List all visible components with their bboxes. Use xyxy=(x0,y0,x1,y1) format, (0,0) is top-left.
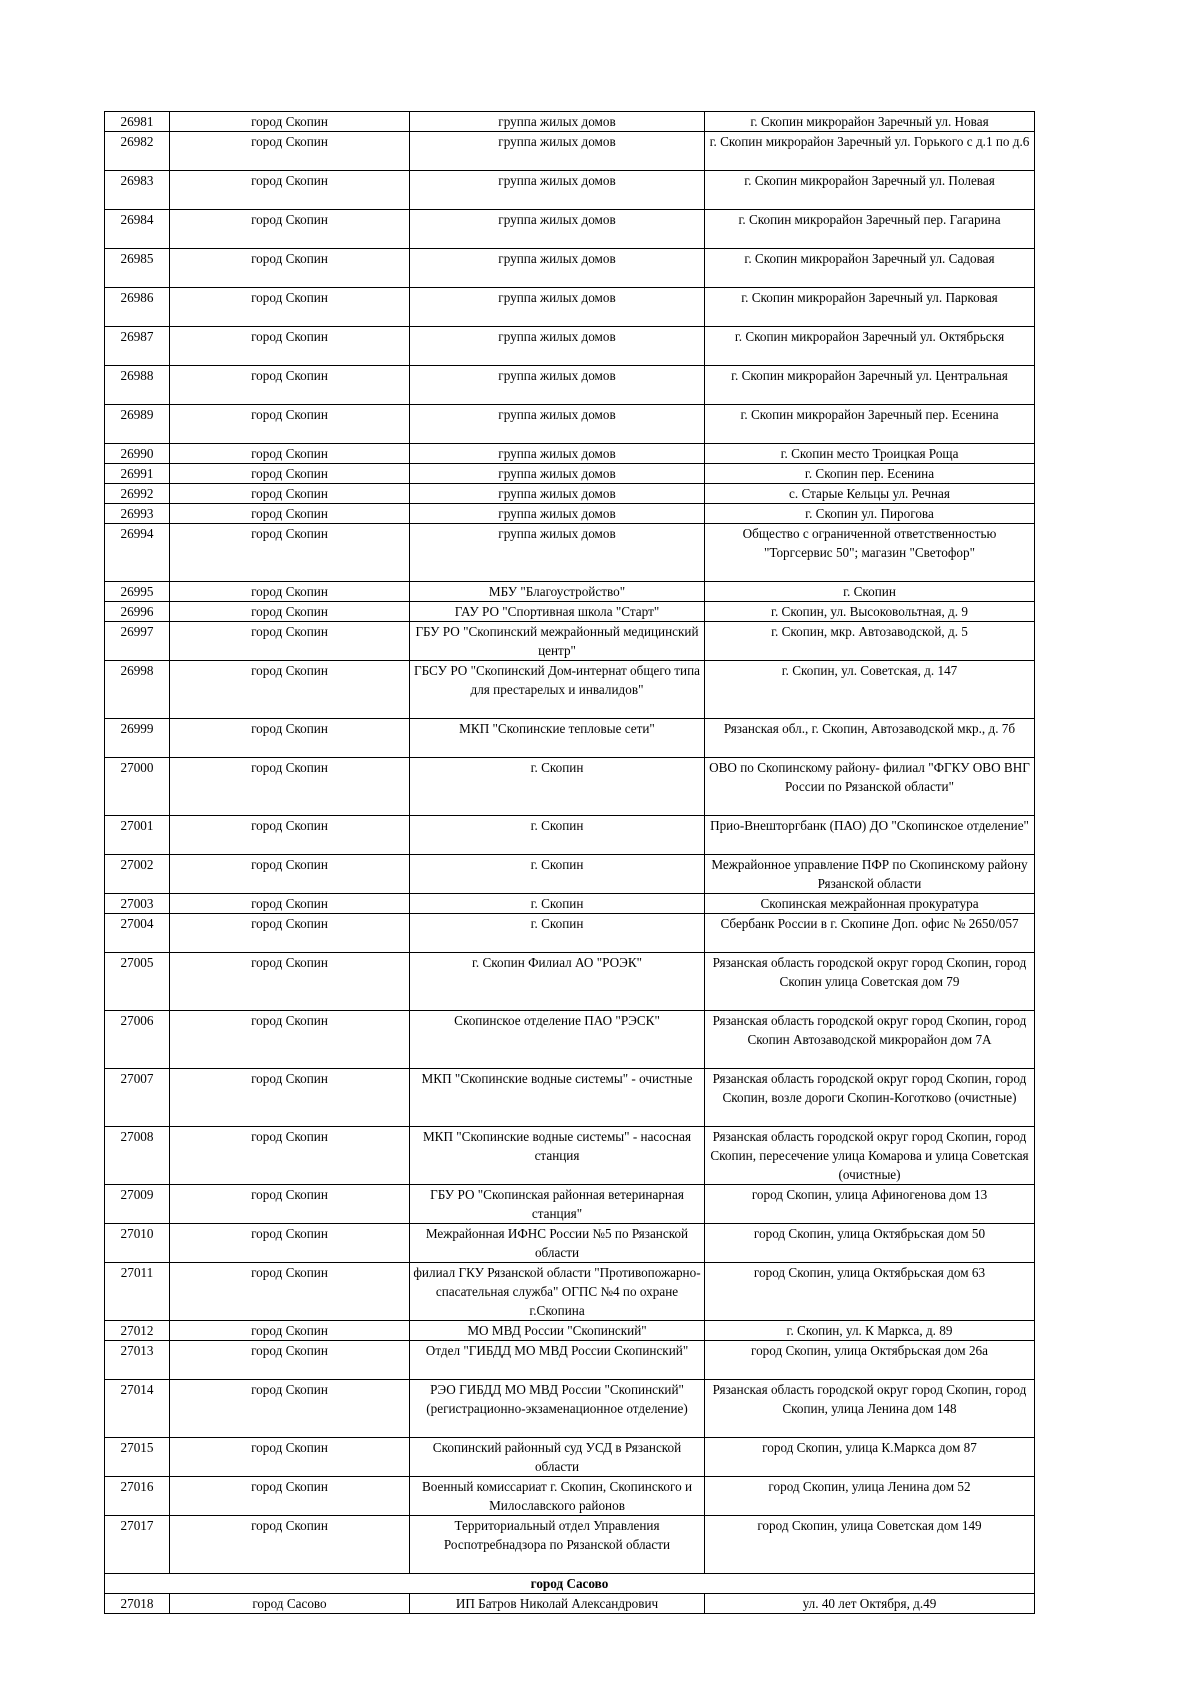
row-organization: ГБСУ РО "Скопинский Дом-интернат общего типа для престарелых и инвалидов" xyxy=(410,661,705,719)
row-city: город Скопин xyxy=(170,1477,410,1516)
row-number: 26984 xyxy=(105,210,170,249)
row-organization: группа жилых домов xyxy=(410,504,705,524)
row-address: г. Скопин микрорайон Заречный пер. Гагарина xyxy=(705,210,1035,249)
row-number: 27000 xyxy=(105,758,170,816)
row-organization: группа жилых домов xyxy=(410,132,705,171)
table-row xyxy=(105,504,1035,524)
section-title: город Сасово xyxy=(105,1574,1035,1594)
row-city: город Скопин xyxy=(170,112,410,132)
row-number: 27001 xyxy=(105,816,170,855)
row-address: Рязанская область городской округ город Скопин, город Скопин улица Советская дом 79 xyxy=(705,953,1035,1011)
table-row xyxy=(105,210,1035,249)
row-organization: ИП Батров Николай Александрович xyxy=(410,1594,705,1614)
table-row xyxy=(105,484,1035,504)
table-row xyxy=(105,1380,1035,1438)
row-city: город Скопин xyxy=(170,953,410,1011)
table-row xyxy=(105,1477,1035,1516)
row-organization: группа жилых домов xyxy=(410,484,705,504)
row-address: г. Скопин микрорайон Заречный ул. Полевая xyxy=(705,171,1035,210)
table-row xyxy=(105,112,1035,132)
row-city: город Скопин xyxy=(170,1011,410,1069)
row-organization: группа жилых домов xyxy=(410,327,705,366)
row-address: город Скопин, улица Октябрьская дом 50 xyxy=(705,1224,1035,1263)
row-number: 27012 xyxy=(105,1321,170,1341)
table-row xyxy=(105,816,1035,855)
row-organization: группа жилых домов xyxy=(410,366,705,405)
row-address: город Скопин, улица Октябрьская дом 26а xyxy=(705,1341,1035,1380)
row-address: ОВО по Скопинскому району- филиал "ФГКУ ОВО ВНГ России по Рязанской области" xyxy=(705,758,1035,816)
row-address: г. Скопин место Троицкая Роща xyxy=(705,444,1035,464)
row-organization: ГБУ РО "Скопинский межрайонный медицинский центр" xyxy=(410,622,705,661)
row-number: 27013 xyxy=(105,1341,170,1380)
row-number: 26992 xyxy=(105,484,170,504)
row-number: 26988 xyxy=(105,366,170,405)
row-number: 26996 xyxy=(105,602,170,622)
row-address: г. Скопин микрорайон Заречный ул. Центральная xyxy=(705,366,1035,405)
row-organization: группа жилых домов xyxy=(410,210,705,249)
row-city: город Скопин xyxy=(170,1069,410,1127)
row-number: 27010 xyxy=(105,1224,170,1263)
table-row xyxy=(105,1127,1035,1185)
row-number: 26987 xyxy=(105,327,170,366)
table-row xyxy=(105,288,1035,327)
row-city: город Скопин xyxy=(170,1516,410,1574)
row-number: 27014 xyxy=(105,1380,170,1438)
row-organization: ГАУ РО "Спортивная школа "Старт" xyxy=(410,602,705,622)
row-number: 27007 xyxy=(105,1069,170,1127)
row-organization: МО МВД России "Скопинский" xyxy=(410,1321,705,1341)
table-row xyxy=(105,719,1035,758)
row-city: город Скопин xyxy=(170,894,410,914)
table-row xyxy=(105,1069,1035,1127)
table-row xyxy=(105,661,1035,719)
row-address: Рязанская область городской округ город Скопин, город Скопин, пересечение улица Комарова и улица Советская (очистные) xyxy=(705,1127,1035,1185)
row-number: 27004 xyxy=(105,914,170,953)
row-city: город Скопин xyxy=(170,1321,410,1341)
row-city: город Скопин xyxy=(170,758,410,816)
row-address: ул. 40 лет Октября, д.49 xyxy=(705,1594,1035,1614)
row-number: 26994 xyxy=(105,524,170,582)
row-organization: Территориальный отдел Управления Роспотребнадзора по Рязанской области xyxy=(410,1516,705,1574)
row-organization: группа жилых домов xyxy=(410,249,705,288)
row-number: 26983 xyxy=(105,171,170,210)
table-row xyxy=(105,444,1035,464)
row-address: город Скопин, улица К.Маркса дом 87 xyxy=(705,1438,1035,1477)
row-number: 27009 xyxy=(105,1185,170,1224)
row-number: 26981 xyxy=(105,112,170,132)
row-number: 26993 xyxy=(105,504,170,524)
table-row xyxy=(105,1594,1035,1614)
row-address: г. Скопин, ул. К Маркса, д. 89 xyxy=(705,1321,1035,1341)
row-city: город Скопин xyxy=(170,504,410,524)
row-organization: филиал ГКУ Рязанской области "Противопожарно-спасательная служба" ОГПС №4 по охране г.Скопина xyxy=(410,1263,705,1321)
row-address: Межрайонное управление ПФР по Скопинскому району Рязанской области xyxy=(705,855,1035,894)
row-organization: г. Скопин xyxy=(410,758,705,816)
row-number: 26986 xyxy=(105,288,170,327)
row-city: город Скопин xyxy=(170,210,410,249)
row-organization: МКП "Скопинские тепловые сети" xyxy=(410,719,705,758)
row-city: город Скопин xyxy=(170,855,410,894)
table-row xyxy=(105,894,1035,914)
table-row xyxy=(105,582,1035,602)
table-row xyxy=(105,366,1035,405)
row-address: г. Скопин микрорайон Заречный пер. Есенина xyxy=(705,405,1035,444)
row-organization: Межрайонная ИФНС России №5 по Рязанской области xyxy=(410,1224,705,1263)
row-city: город Скопин xyxy=(170,914,410,953)
row-number: 26999 xyxy=(105,719,170,758)
records-table xyxy=(104,111,1035,1614)
row-address: город Скопин, улица Афиногенова дом 13 xyxy=(705,1185,1035,1224)
row-city: город Скопин xyxy=(170,1224,410,1263)
row-organization: Отдел "ГИБДД МО МВД России Скопинский" xyxy=(410,1341,705,1380)
row-organization: г. Скопин xyxy=(410,855,705,894)
row-address: г. Скопин, мкр. Автозаводской, д. 5 xyxy=(705,622,1035,661)
row-city: город Скопин xyxy=(170,327,410,366)
records-table-body xyxy=(105,112,1035,1614)
row-address: Общество с ограниченной ответственностью "Торгсервис 50"; магазин "Светофор" xyxy=(705,524,1035,582)
row-city: город Скопин xyxy=(170,405,410,444)
table-row xyxy=(105,132,1035,171)
row-address: г. Скопин микрорайон Заречный ул. Парковая xyxy=(705,288,1035,327)
row-address: Рязанская область городской округ город Скопин, город Скопин, улица Ленина дом 148 xyxy=(705,1380,1035,1438)
row-number: 27006 xyxy=(105,1011,170,1069)
row-organization: РЭО ГИБДД МО МВД России "Скопинский" (регистрационно-экзаменационное отделение) xyxy=(410,1380,705,1438)
row-number: 26990 xyxy=(105,444,170,464)
table-row xyxy=(105,602,1035,622)
row-organization: Скопинское отделение ПАО "РЭСК" xyxy=(410,1011,705,1069)
table-row xyxy=(105,1185,1035,1224)
table-row xyxy=(105,524,1035,582)
row-address: Сбербанк России в г. Скопине Доп. офис № 2650/057 xyxy=(705,914,1035,953)
table-row xyxy=(105,464,1035,484)
row-city: город Скопин xyxy=(170,464,410,484)
table-row xyxy=(105,327,1035,366)
row-number: 26997 xyxy=(105,622,170,661)
row-organization: группа жилых домов xyxy=(410,405,705,444)
table-row xyxy=(105,249,1035,288)
row-organization: Скопинский районный суд УСД в Рязанской области xyxy=(410,1438,705,1477)
row-city: город Скопин xyxy=(170,524,410,582)
row-city: город Скопин xyxy=(170,366,410,405)
row-organization: МБУ "Благоустройство" xyxy=(410,582,705,602)
row-organization: г. Скопин xyxy=(410,914,705,953)
table-row xyxy=(105,1224,1035,1263)
row-organization: группа жилых домов xyxy=(410,524,705,582)
row-city: город Скопин xyxy=(170,1380,410,1438)
row-number: 27002 xyxy=(105,855,170,894)
row-number: 26989 xyxy=(105,405,170,444)
row-city: город Скопин xyxy=(170,602,410,622)
row-organization: группа жилых домов xyxy=(410,444,705,464)
row-city: город Скопин xyxy=(170,171,410,210)
table-row xyxy=(105,1011,1035,1069)
row-organization: ГБУ РО "Скопинская районная ветеринарная станция" xyxy=(410,1185,705,1224)
row-address: с. Старые Кельцы ул. Речная xyxy=(705,484,1035,504)
row-city: город Скопин xyxy=(170,816,410,855)
row-number: 27016 xyxy=(105,1477,170,1516)
table-row xyxy=(105,171,1035,210)
row-address: Рязанская область городской округ город Скопин, город Скопин Автозаводской микрорайон дом 7А xyxy=(705,1011,1035,1069)
row-city: город Скопин xyxy=(170,719,410,758)
row-address: г. Скопин микрорайон Заречный ул. Новая xyxy=(705,112,1035,132)
row-organization: г. Скопин Филиал АО "РОЭК" xyxy=(410,953,705,1011)
row-address: город Скопин, улица Советская дом 149 xyxy=(705,1516,1035,1574)
row-number: 27003 xyxy=(105,894,170,914)
row-city: город Скопин xyxy=(170,484,410,504)
row-number: 26991 xyxy=(105,464,170,484)
table-row xyxy=(105,758,1035,816)
row-number: 27015 xyxy=(105,1438,170,1477)
row-number: 26985 xyxy=(105,249,170,288)
row-city: город Скопин xyxy=(170,132,410,171)
row-number: 27008 xyxy=(105,1127,170,1185)
row-city: город Скопин xyxy=(170,661,410,719)
row-organization: МКП "Скопинские водные системы" - очистные xyxy=(410,1069,705,1127)
row-address: город Скопин, улица Октябрьская дом 63 xyxy=(705,1263,1035,1321)
table-row xyxy=(105,1263,1035,1321)
table-row xyxy=(105,622,1035,661)
row-organization: МКП "Скопинские водные системы" - насосная станция xyxy=(410,1127,705,1185)
row-address: г. Скопин xyxy=(705,582,1035,602)
row-address: г. Скопин, ул. Советская, д. 147 xyxy=(705,661,1035,719)
row-number: 27018 xyxy=(105,1594,170,1614)
row-city: город Скопин xyxy=(170,288,410,327)
row-address: г. Скопин ул. Пирогова xyxy=(705,504,1035,524)
table-row xyxy=(105,405,1035,444)
table-row xyxy=(105,1438,1035,1477)
row-address: г. Скопин пер. Есенина xyxy=(705,464,1035,484)
row-address: Прио-Внешторгбанк (ПАО) ДО "Скопинское отделение" xyxy=(705,816,1035,855)
row-number: 27017 xyxy=(105,1516,170,1574)
row-number: 26995 xyxy=(105,582,170,602)
row-address: г. Скопин микрорайон Заречный ул. Октябрьскя xyxy=(705,327,1035,366)
row-number: 27011 xyxy=(105,1263,170,1321)
row-city: город Скопин xyxy=(170,582,410,602)
row-organization: группа жилых домов xyxy=(410,288,705,327)
row-address: город Скопин, улица Ленина дом 52 xyxy=(705,1477,1035,1516)
row-organization: группа жилых домов xyxy=(410,171,705,210)
row-number: 26982 xyxy=(105,132,170,171)
row-city: город Скопин xyxy=(170,249,410,288)
table-row xyxy=(105,1516,1035,1574)
table-row xyxy=(105,953,1035,1011)
row-organization: группа жилых домов xyxy=(410,112,705,132)
row-number: 27005 xyxy=(105,953,170,1011)
table-row xyxy=(105,855,1035,894)
row-city: город Скопин xyxy=(170,1341,410,1380)
row-organization: группа жилых домов xyxy=(410,464,705,484)
table-row xyxy=(105,914,1035,953)
row-city: город Скопин xyxy=(170,444,410,464)
row-city: город Скопин xyxy=(170,1263,410,1321)
row-city: город Скопин xyxy=(170,1185,410,1224)
row-organization: г. Скопин xyxy=(410,816,705,855)
row-number: 26998 xyxy=(105,661,170,719)
row-address: Рязанская область городской округ город Скопин, город Скопин, возле дороги Скопин-Коготково (очистные) xyxy=(705,1069,1035,1127)
row-city: город Сасово xyxy=(170,1594,410,1614)
row-organization: г. Скопин xyxy=(410,894,705,914)
row-city: город Скопин xyxy=(170,1438,410,1477)
row-city: город Скопин xyxy=(170,622,410,661)
row-address: г. Скопин микрорайон Заречный ул. Горького с д.1 по д.6 xyxy=(705,132,1035,171)
row-organization: Военный комиссариат г. Скопин, Скопинского и Милославского районов xyxy=(410,1477,705,1516)
row-address: Рязанская обл., г. Скопин, Автозаводской мкр., д. 7б xyxy=(705,719,1035,758)
table-row xyxy=(105,1341,1035,1380)
row-city: город Скопин xyxy=(170,1127,410,1185)
table-row xyxy=(105,1321,1035,1341)
row-address: г. Скопин микрорайон Заречный ул. Садовая xyxy=(705,249,1035,288)
row-address: г. Скопин, ул. Высоковольтная, д. 9 xyxy=(705,602,1035,622)
row-address: Скопинская межрайонная прокуратура xyxy=(705,894,1035,914)
section-header-row xyxy=(105,1574,1035,1594)
